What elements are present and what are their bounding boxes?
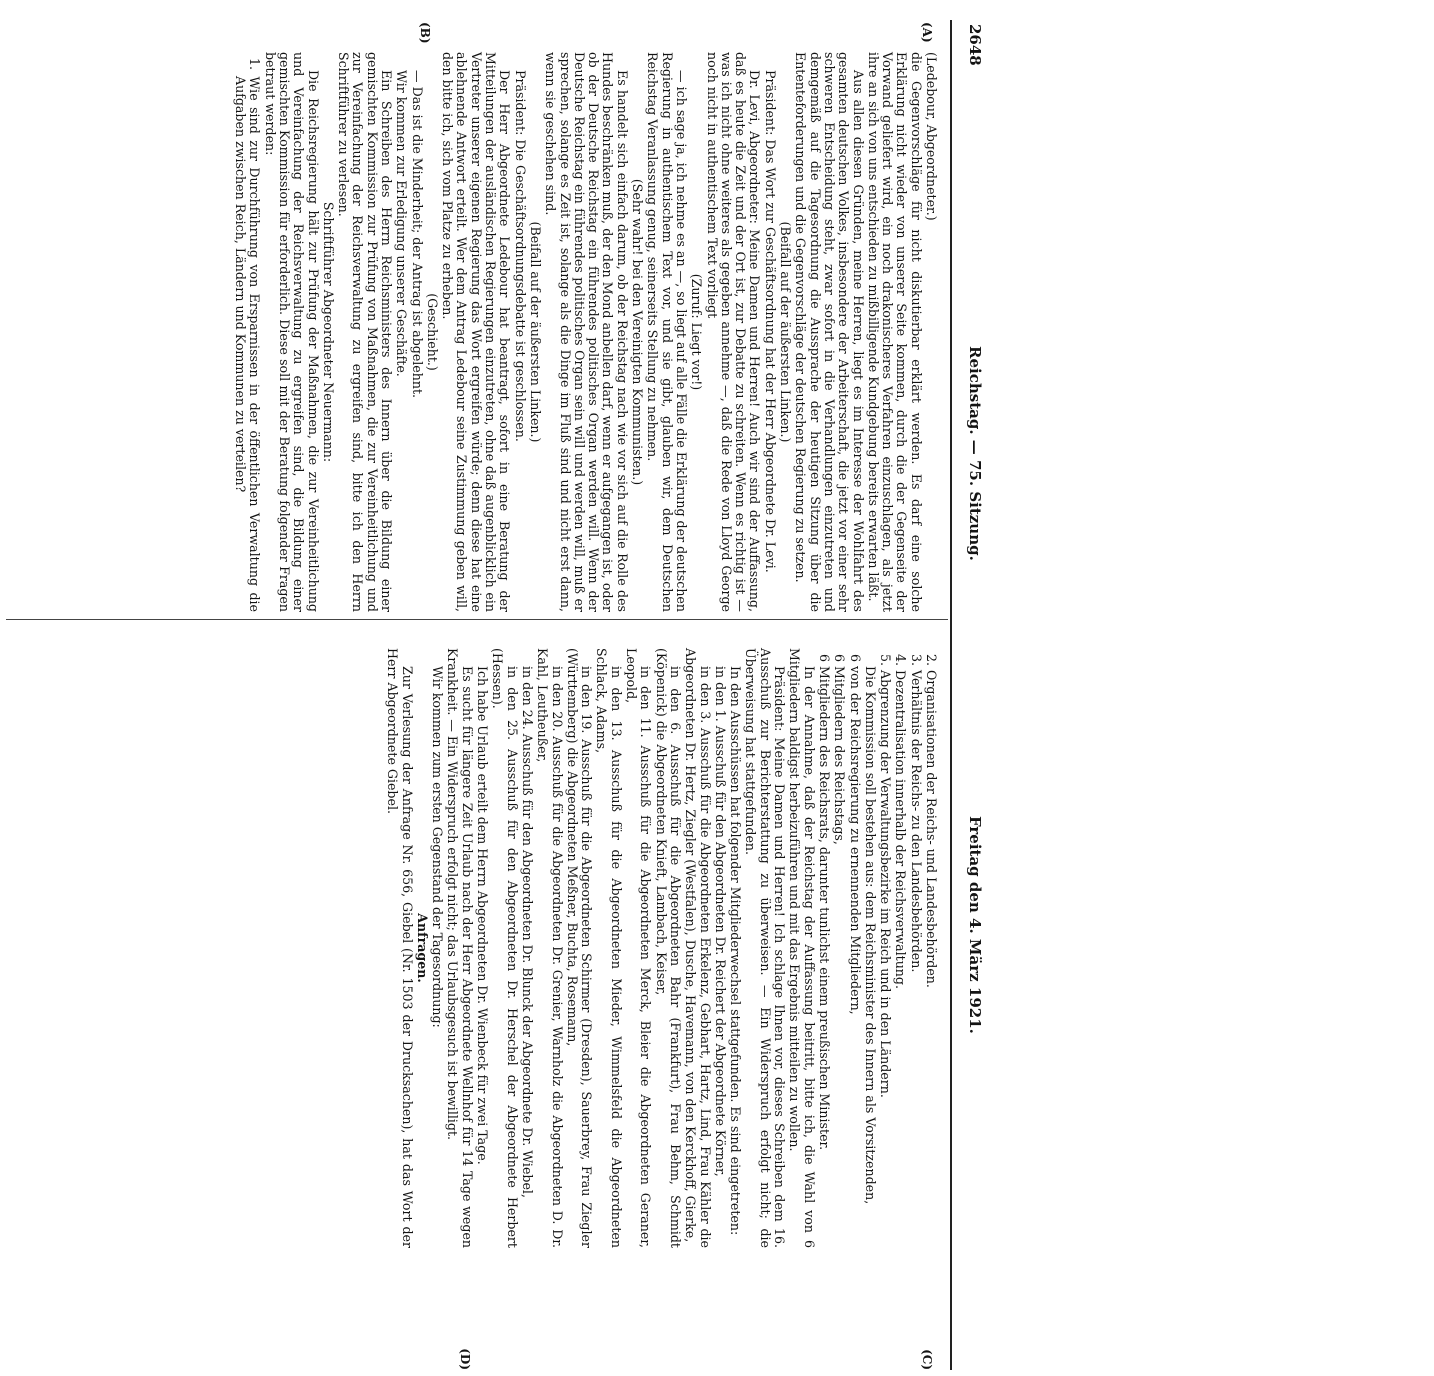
paragraph: Präsident: Das Wort zur Geschäftsordnung hat der Herr Abgeordnete Dr. Levi. bbox=[762, 70, 778, 573]
paragraph: Wir kommen zur Erledigung unserer Geschäfte. bbox=[394, 70, 410, 377]
column-divider bbox=[6, 619, 948, 620]
paragraph: in den 1. Ausschuß für den Abgeordneten Dr. Reichert der Abgeordnete Körner, bbox=[712, 666, 728, 1177]
paragraph: Dr. Levi, Abgeordneter: Meine Damen und Herren! Auch wir sind der Auffassung, daß es heute die Zeit und der Ort ist, zur Debatte zu schreiten. Wenn es richtig ist — was ich nicht ohne weiteres als gegeben annehme —, daß die Rede von Lloyd George noch nicht in authentischem Text vorliegt bbox=[704, 52, 763, 612]
left-column bbox=[232, 52, 938, 612]
paragraph: Die Reichsregierung hält zur Prüfung der Maßnahmen, die zur Vereinheitlichung und Vereinfachung der Reichsverwaltung zu ergreifen sind, die Bildung einer gemischten Kommission für erforderlich. Diese soll mit der Beratung folgender Fragen betraut werden: bbox=[262, 52, 321, 612]
interjection: (Geschieht.) bbox=[424, 293, 440, 371]
list-item: 1. Wie sind zur Durchführung von Ersparnissen in der öffentlichen Verwaltung die Aufgaben zwischen Reich, Ländern und Kommunen zu verteilen? bbox=[233, 58, 263, 612]
interjection: (Zuruf: Liegt vor!) bbox=[689, 273, 705, 391]
list-item: 6 Mitgliedern des Reichsrats, darunter tunlichst einem preußischen Minister. bbox=[816, 654, 832, 1151]
list-item: 3. Verhältnis der Reichs- zu den Landesbehörden. bbox=[908, 654, 924, 973]
list-item: 4. Dezentralisation innerhalb der Reichsverwaltung. bbox=[893, 654, 909, 989]
paragraph: — Das ist die Minderheit; der Antrag ist abgelehnt. bbox=[409, 70, 425, 399]
speaker-note: (Ledebour, Abgeordneter.) bbox=[924, 52, 939, 221]
paragraph: in den 20. Ausschuß für die Abgeordneten Dr. Grenier, Warnholz die Abgeordneten D. Dr. Kahl, Leutheußer, bbox=[535, 648, 565, 1248]
margin-mark-b: (B) bbox=[418, 22, 432, 44]
header-left: Reichstag. — 75. Sitzung. bbox=[966, 346, 984, 561]
interjection: (Beifall auf der äußersten Linken.) bbox=[527, 221, 543, 443]
paragraph: Es handelt sich einfach darum, ob der Reichstag nach wie vor sich auf die Rolle des Hundes beschränken muß, der den Mond anbellen darf, wenn er aufgegangen ist, oder ob der Deutsche Reichstag ein führendes politisches Organ werden will. Wenn der Deutsche Reichstag ein führendes politisches Organ sein will und werden will, muß er sprechen, solange es Zeit ist, solange als die Dinge im Fluß sind und nicht erst dann, wenn sie geschehen sind. bbox=[543, 52, 630, 612]
paragraph: in den 19. Ausschuß für die Abgeordneten Schirmer (Dresden), Sauerbrey, Frau Ziegler (Württemberg) die Abgeordneten Meßner, Buchta, Rosemann, bbox=[564, 648, 595, 1248]
paragraph: In den Ausschüssen hat folgender Mitgliederwechsel stattgefunden. Es sind eingetreten: bbox=[728, 666, 744, 1236]
paragraph: in den 11. Ausschuß für die Abgeordneten Merck, Bleier die Abgeordneten Geraner, Leopold, bbox=[624, 648, 654, 1248]
paragraph: Ein Schreiben des Herrn Reichsministers des Innern über die Bildung einer gemischten Kommission zur Prüfung von Maßnahmen, die zur Vereinheitlichung und zur Vereinfachung der Reichsverwaltung zu ergreifen sind, bitte ich den Herrn Schriftführer zu verlesen. bbox=[336, 52, 395, 612]
paragraph: Es sucht für längere Zeit Urlaub nach der Herr Abgeordnete Wellnhof für 14 Tage wegen Krankheit. — Ein Widerspruch erfolgt nicht; das Urlaubsgesuch ist bewilligt. bbox=[445, 648, 475, 1248]
paragraph: in den 13. Ausschuß für die Abgeordneten Mieder, Wimmelsfeld die Abgeordneten Schlack, Adams, bbox=[594, 648, 624, 1248]
paragraph: Präsident: Meine Damen und Herren! Ich schlage Ihnen vor, dieses Schreiben dem 16. Ausschuß zur Berichterstattung zu überweisen. — Ein Widerspruch erfolgt nicht; die Überweisung hat stattgefunden. bbox=[743, 648, 788, 1248]
paragraph: Zur Verlesung der Anfrage Nr. 656, Giebel (Nr. 1503 der Drucksachen), hat das Wort der Herr Abgeordnete Giebel. bbox=[385, 648, 415, 1248]
section-heading: Anfragen. bbox=[414, 913, 430, 983]
paragraph: in den 25. Ausschuß für den Abgeordneten Dr. Herschel der Abgeordnete Herbert (Hessen). bbox=[490, 648, 520, 1248]
interjection: (Sehr wahr! bei den Vereinigten Kommunisten.) bbox=[630, 178, 646, 486]
paragraph: die Gegenvorschläge für nicht diskutierbar erklärt werden. Es darf eine solche Erklärung nicht wieder von unserer Seite kommen, durch die der Gegenseite der Vorwand geliefert wird, ein noch drakonischeres Verfahren einzuschlagen, als jetzt ihre an sich von uns entschieden zu mißbilligende Kundgebung bereits erwarten läßt. bbox=[865, 52, 924, 612]
speaker-heading: Schriftführer Abgeordneter Neuermann: bbox=[320, 201, 336, 463]
margin-mark-d: (D) bbox=[458, 1348, 472, 1370]
right-column bbox=[384, 648, 938, 1248]
margin-mark-c: (C) bbox=[920, 1349, 934, 1370]
paragraph: Aus allen diesen Gründen, meine Herren, liegt es im Interesse der Wohlfahrt des gesamten deutschen Volkes, insbesondere der Arbeiterschaft, die jetzt vor einer sehr schweren Entscheidung steht, zwar sofort in die Verhandlungen einzutreten und demgemäß auf die Tagesordnung die Aussprache der heutigen Sitzung über die Ententeforderungen und die Gegenvorschläge der deutschen Regierung zu setzen. bbox=[793, 52, 866, 612]
margin-mark-a: (A) bbox=[920, 22, 934, 43]
list-item: 2. Organisationen der Reichs- und Landesbehörden. bbox=[924, 654, 939, 988]
paragraph: Wir kommen zum ersten Gegenstand der Tagesordnung: bbox=[430, 666, 446, 1028]
page-header bbox=[958, 16, 984, 1376]
list-item: 6 Mitgliedern des Reichstags, bbox=[832, 654, 848, 845]
header-rule bbox=[950, 20, 952, 1370]
header-right: Freitag den 4. März 1921. bbox=[966, 816, 984, 1034]
paragraph: In der Annahme, daß der Reichstag der Auffassung beitritt, bitte ich, die Wahl von 6 Mitgliedern baldigst herbeizuführen und mit das Ergebnis mitteilen zu wollen. bbox=[787, 648, 817, 1248]
paragraph: in den 6. Ausschuß für die Abgeordneten Bahr (Frankfurt), Frau Behm, Schmidt (Köpenick) die Abgeordneten Knieft, Lambach, Keiser, bbox=[653, 648, 683, 1248]
paragraph: Präsident: Die Geschäftsordnungsdebatte ist geschlossen. bbox=[512, 70, 528, 442]
paragraph: — ich sage ja, ich nehme es an —, so liegt auf alle Fälle die Erklärung der deutschen Regierung in authentischem Text vor, und sie gibt, glauben wir, dem Deutschen Reichstag Veranlassung genug, seinerseits Stellung zu nehmen. bbox=[645, 52, 689, 612]
list-item: 6 von der Reichsregierung zu ernennenden Mitgliedern, bbox=[847, 654, 863, 1015]
list-item: 5. Abgrenzung der Verwaltungsbezirke im Reich und in den Ländern. bbox=[878, 654, 894, 1098]
paragraph: Der Herr Abgeordnete Ledebour hat beantragt, sofort in eine Beratung der Mitteilungen der ausländischen Regierungen einzutreten, ohne daß augenblicklich ein Vertreter unserer eigenen Regierung das Wort ergreifen würde; denn diese hat eine ablehnende Antwort erteilt. Wer dem Antrag Ledebour seine Zustimmung geben will, den bitte ich, sich vom Platze zu erheben. bbox=[440, 52, 513, 612]
interjection: (Beifall auf der äußersten Linken.) bbox=[778, 221, 794, 443]
paragraph: in den 24. Ausschuß für den Abgeordneten Dr. Blunck der Abgeordnete Dr. Wiebel, bbox=[519, 666, 535, 1198]
paragraph: Ich habe Urlaub erteilt dem Herrn Abgeordneten Dr. Wienbeck für zwei Tage. bbox=[475, 666, 491, 1165]
paragraph: in den 3. Ausschuß für die Abgeordneten Erkelenz, Gebhart, Hartz, Lind, Frau Kähler die Abgeordneten Dr. Hertz, Ziegler (Westfalen), Dusche, Havemann, von den Kerckhoff, Gierke, bbox=[683, 648, 713, 1248]
paragraph: Die Kommission soll bestehen aus: dem Reichsminister des Innern als Vorsitzenden, bbox=[862, 666, 878, 1205]
page-number: 2648 bbox=[966, 24, 984, 66]
newspaper-page bbox=[0, 16, 992, 1376]
